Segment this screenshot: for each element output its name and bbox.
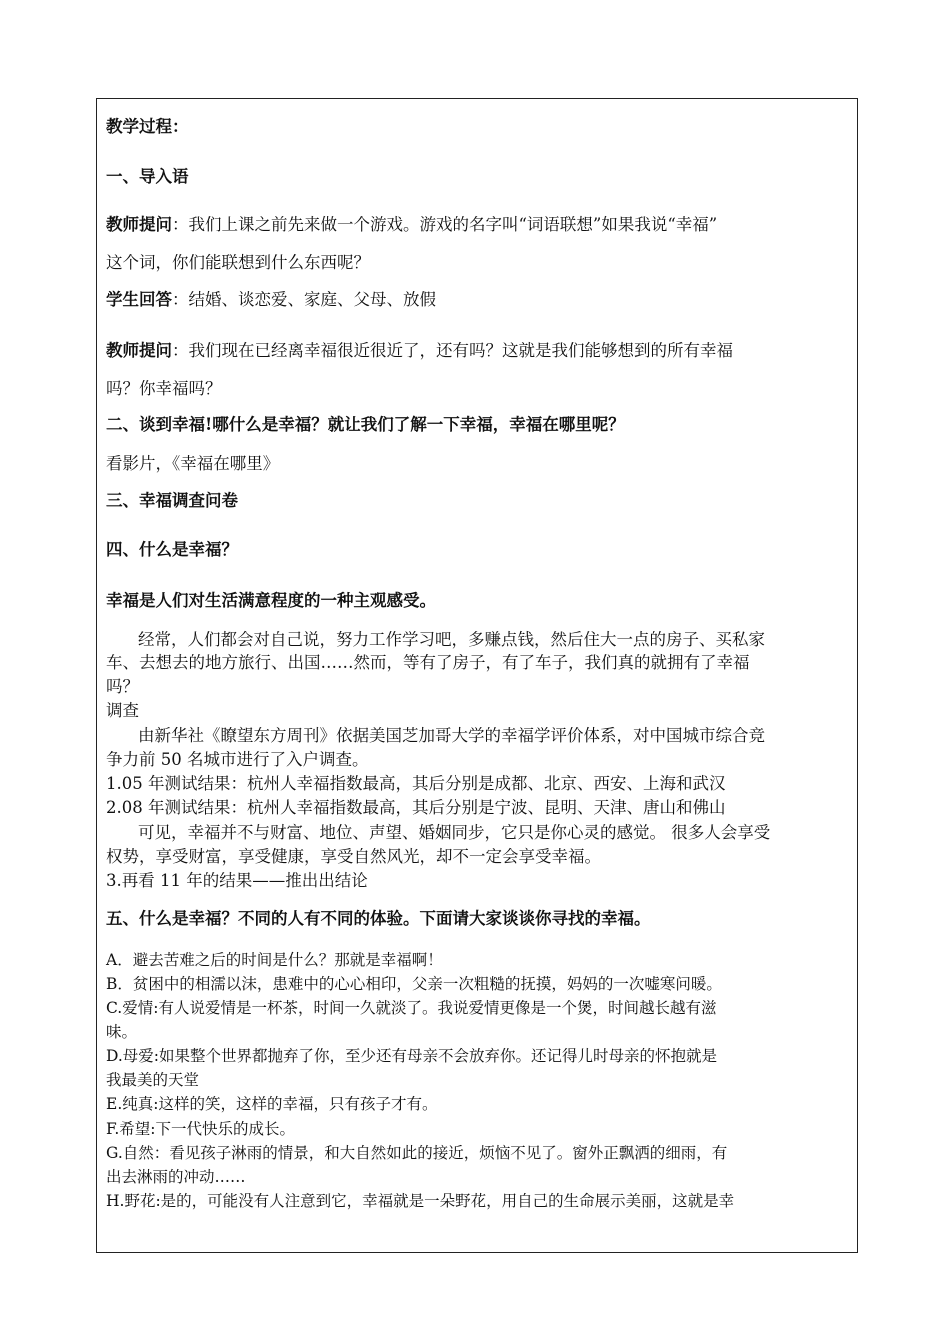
paragraph-line: 由新华社《瞭望东方周刊》依据美国芝加哥大学的幸福学评价体系，对中国城市综合竞 (138, 726, 765, 745)
heading-survey: 三、幸福调查问卷 (106, 491, 238, 510)
student-answer-text: ：结婚、谈恋爱、家庭、父母、放假 (172, 290, 436, 309)
paragraph-line: 可见，幸福并不与财富、地位、声望、婚姻同步，它只是你心灵的感觉。 很多人会享受 (138, 823, 771, 842)
teacher-question-1-cont: 这个词，你们能联想到什么东西呢？ (106, 253, 370, 272)
watch-film-text: 看影片，《幸福在哪里》 (106, 454, 280, 473)
list-item: G.自然：看见孩子淋雨的情景，和大自然如此的接近，烦恼不见了。窗外正飘洒的细雨，有 (106, 1144, 728, 1162)
student-answer-label: 学生回答 (106, 290, 172, 309)
survey-label: 调查 (106, 701, 139, 720)
list-item-cont: 我最美的天堂 (106, 1071, 200, 1089)
teacher-question-text: ：我们上课之前先来做一个游戏。游戏的名字叫“词语联想”如果我说“幸福” (172, 215, 718, 234)
result-item: 1.05 年测试结果：杭州人幸福指数最高，其后分别是成都、北京、西安、上海和武汉 (106, 774, 726, 793)
heading-different-experiences: 五、什么是幸福？不同的人有不同的体验。下面请大家谈谈你寻找的幸福。 (106, 909, 651, 928)
paragraph-line: 争力前 50 名城市进行了入户调查。 (106, 750, 369, 769)
list-item: D.母爱:如果整个世界都抛弃了你，至少还有母亲不会放弃你。还记得儿时母亲的怀抱就是 (106, 1047, 718, 1065)
list-item: H.野花:是的，可能没有人注意到它，幸福就是一朵野花，用自己的生命展示美丽，这就是幸 (106, 1192, 735, 1210)
heading-what-is-happiness: 四、什么是幸福？ (106, 540, 238, 559)
list-item: C.爱情:有人说爱情是一杯茶，时间一久就淡了。我说爱情更像是一个煲，时间越长越有滋 (106, 999, 717, 1017)
paragraph-line: 经常，人们都会对自己说，努力工作学习吧，多赚点钱，然后住大一点的房子、买私家 (138, 630, 765, 649)
list-item-cont: 出去淋雨的冲动…… (106, 1168, 246, 1186)
list-item-cont: 味。 (106, 1023, 138, 1041)
list-item: E.纯真:这样的笑，这样的幸福，只有孩子才有。 (106, 1095, 438, 1113)
result-item: 3.再看 11 年的结果——推出出结论 (106, 871, 368, 890)
student-answer (106, 290, 436, 310)
list-item: B．贫困中的相濡以沫，患难中的心心相印，父亲一次粗糙的抚摸，妈妈的一次嘘寒问暖。 (106, 975, 722, 993)
happiness-definition: 幸福是人们对生活满意程度的一种主观感受。 (106, 591, 436, 610)
teacher-question-label: 教师提问 (106, 341, 172, 360)
paragraph-line: 权势，享受财富，享受健康，享受自然风光，却不一定会享受幸福。 (106, 847, 601, 866)
teacher-question-label: 教师提问 (106, 215, 172, 234)
paragraph-line: 车、去想去的地方旅行、出国……然而，等有了房子，有了车子，我们真的就拥有了幸福 (106, 653, 750, 672)
teacher-question-2-cont: 吗？你幸福吗？ (106, 379, 222, 398)
teacher-question-text: ：我们现在已经离幸福很近很近了，还有吗？这就是我们能够想到的所有幸福 (172, 341, 733, 360)
section-title: 教学过程： (106, 117, 189, 136)
teacher-question-1 (106, 215, 717, 235)
paragraph-line: 吗？ (106, 677, 139, 696)
teacher-question-2 (106, 341, 733, 361)
result-item: 2.08 年测试结果：杭州人幸福指数最高，其后分别是宁波、昆明、天津、唐山和佛山 (106, 798, 726, 817)
list-item: A．避去苦难之后的时间是什么？那就是幸福啊！ (106, 951, 443, 969)
heading-intro: 一、导入语 (106, 167, 189, 186)
list-item: F.希望:下一代快乐的成长。 (106, 1120, 295, 1138)
heading-talk-happiness: 二、谈到幸福!哪什么是幸福？就让我们了解一下幸福，幸福在哪里呢？ (106, 415, 625, 434)
